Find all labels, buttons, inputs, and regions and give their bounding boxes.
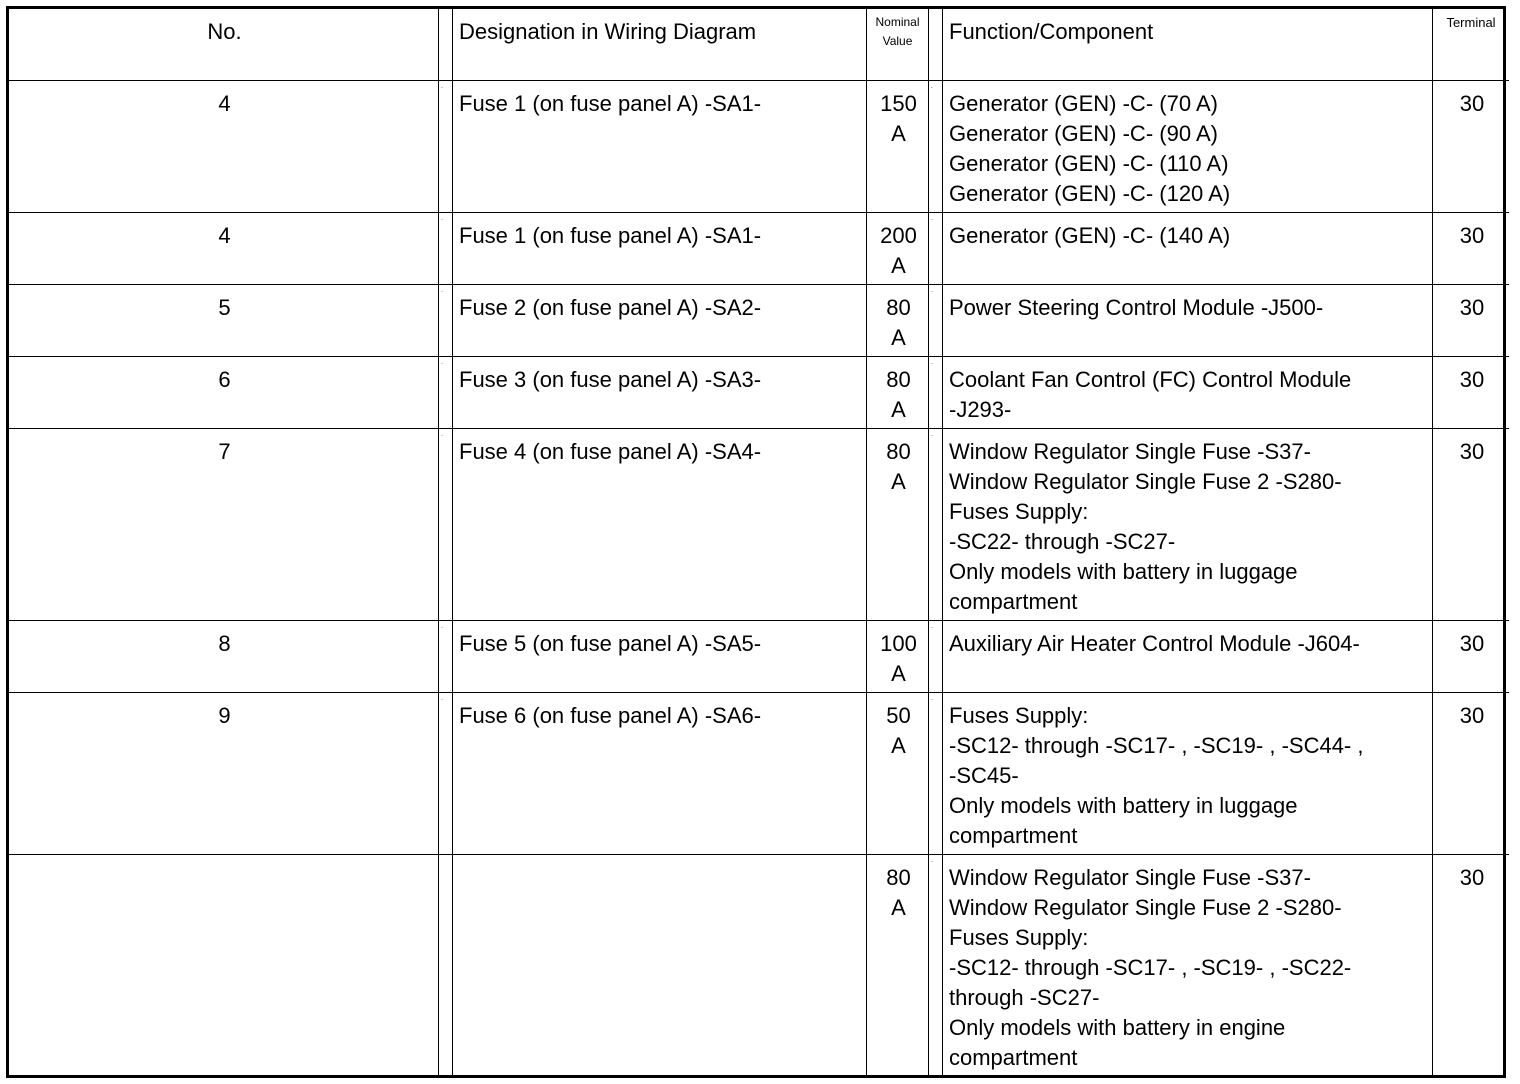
row-function [943, 693, 1433, 855]
row-nominal-value [867, 213, 929, 285]
function-line: Generator (GEN) -C- (70 A) [949, 91, 1218, 116]
row-designation: Fuse 5 (on fuse panel A) -SA5- [453, 621, 867, 693]
tick-mark: ˙ [931, 434, 934, 443]
row-number: 9 [9, 693, 439, 855]
header-designation: Designation in Wiring Diagram [453, 9, 867, 81]
row-terminal: 30 [1433, 213, 1509, 285]
spacer-cell [929, 213, 943, 285]
row-nominal-value [867, 285, 929, 357]
tick-mark: ˙ [441, 218, 444, 227]
spacer-cell [929, 429, 943, 621]
nominal-value-number: 150 [880, 91, 917, 116]
row-designation: Fuse 1 (on fuse panel A) -SA1- [453, 213, 867, 285]
row-nominal-value [867, 855, 929, 1077]
row-terminal: 30 [1459, 865, 1485, 890]
tick-mark: ˙ [441, 434, 444, 443]
row-number: 4 [9, 81, 439, 213]
row-function [943, 429, 1433, 621]
spacer-cell [439, 9, 453, 81]
nominal-value-unit: A [891, 397, 906, 422]
nominal-value-number: 80 [886, 439, 911, 464]
spacer-cell [439, 357, 453, 429]
nominal-value-number: 100 [880, 631, 917, 656]
header-nominal-value [867, 9, 929, 81]
function-line: Window Regulator Single Fuse 2 -S280- [949, 895, 1342, 920]
row-function [943, 357, 1433, 429]
tick-mark: ˙ [931, 626, 934, 635]
function-line: Generator (GEN) -C- (110 A) [949, 151, 1229, 176]
nominal-value-unit: A [891, 325, 906, 350]
row-nominal-value [867, 429, 929, 621]
row-designation [453, 855, 867, 1077]
nominal-value-unit: A [891, 733, 906, 758]
row-designation: Fuse 3 (on fuse panel A) -SA3- [453, 357, 867, 429]
spacer-cell [929, 855, 943, 1077]
row-terminal: 30 [1433, 81, 1509, 213]
tick-mark: ˙ [441, 362, 444, 371]
function-line: -J293- [949, 397, 1012, 422]
function-line: -SC12- through -SC17- , -SC19- , -SC22- [949, 955, 1352, 980]
tick-mark: ˙ [931, 698, 934, 707]
header-function: Function/Component [943, 9, 1433, 81]
row-terminal: 30 [1433, 429, 1509, 621]
spacer-cell [439, 693, 453, 855]
tick-mark: ˙ [441, 698, 444, 707]
spacer-cell [929, 693, 943, 855]
header-nominal-line2: Value [882, 34, 913, 48]
function-line: Only models with battery in engine [949, 1015, 1286, 1040]
header-no: No. [9, 9, 439, 81]
function-line: Only models with battery in luggage [949, 559, 1298, 584]
row-number: 4 [9, 213, 439, 285]
row-terminal: 30 [1433, 285, 1509, 357]
row-number: 6 [9, 357, 439, 429]
tick-mark: ˙ [931, 362, 934, 371]
function-line: Coolant Fan Control (FC) Control Module [949, 367, 1352, 392]
function-line: Fuses Supply: [949, 499, 1089, 524]
function-line: -SC22- through -SC27- [949, 529, 1176, 554]
function-line: Fuses Supply: [949, 703, 1089, 728]
tick-mark: ˙ [931, 860, 934, 869]
nominal-value-number: 50 [886, 703, 911, 728]
spacer-cell [929, 285, 943, 357]
tick-mark: ˙ [441, 290, 444, 299]
spacer-cell [929, 357, 943, 429]
row-nominal-value [867, 81, 929, 213]
spacer-cell [439, 621, 453, 693]
function-line: compartment [949, 823, 1078, 848]
row-function [943, 855, 1433, 1077]
function-line: Window Regulator Single Fuse 2 -S280- [949, 469, 1342, 494]
row-terminal: 30 [1433, 621, 1509, 693]
nominal-value-number: 80 [886, 865, 911, 890]
row-number: 5 [9, 285, 439, 357]
row-nominal-value [867, 693, 929, 855]
spacer-cell [929, 81, 943, 213]
function-line: -SC12- through -SC17- , -SC19- , -SC44- , [949, 733, 1364, 758]
row-function [943, 213, 1433, 285]
function-line: Auxiliary Air Heater Control Module -J604- [949, 631, 1360, 656]
function-line: Power Steering Control Module -J500- [949, 295, 1324, 320]
row-number: 7 [9, 429, 439, 621]
spacer-cell [439, 213, 453, 285]
nominal-value-unit: A [891, 121, 906, 146]
function-line: Generator (GEN) -C- (90 A) [949, 121, 1218, 146]
spacer-cell [439, 429, 453, 621]
tick-mark: ˙ [931, 86, 934, 95]
spacer-cell [439, 285, 453, 357]
row-function [943, 285, 1433, 357]
row-designation: Fuse 2 (on fuse panel A) -SA2- [453, 285, 867, 357]
nominal-value-number: 80 [886, 295, 911, 320]
row-terminal: 30 [1433, 357, 1509, 429]
spacer-cell [929, 9, 943, 81]
row-terminal: 30 [1433, 693, 1509, 855]
function-line: Window Regulator Single Fuse -S37- [949, 865, 1311, 890]
function-line: Generator (GEN) -C- (140 A) [949, 223, 1231, 248]
header-nominal-line1: Nominal [875, 15, 920, 29]
nominal-value-number: 200 [880, 223, 917, 248]
tick-mark: ˙ [931, 218, 934, 227]
row-designation: Fuse 6 (on fuse panel A) -SA6- [453, 693, 867, 855]
spacer-cell [439, 81, 453, 213]
tick-mark: ˙ [441, 86, 444, 95]
function-line: Fuses Supply: [949, 925, 1089, 950]
function-line: through -SC27- [949, 985, 1100, 1010]
row-designation: Fuse 1 (on fuse panel A) -SA1- [453, 81, 867, 213]
row-number [9, 855, 439, 1077]
function-line: compartment [949, 589, 1078, 614]
function-line: Window Regulator Single Fuse -S37- [949, 439, 1311, 464]
nominal-value-unit: A [891, 469, 906, 494]
tick-mark: ˙ [931, 290, 934, 299]
tick-mark: ˙ [441, 626, 444, 635]
fuse-table [6, 6, 1506, 1078]
row-function [943, 621, 1433, 693]
spacer-cell [929, 621, 943, 693]
function-line: Only models with battery in luggage [949, 793, 1298, 818]
header-terminal: Terminal [1433, 9, 1509, 81]
nominal-value-unit: A [891, 895, 906, 920]
row-nominal-value [867, 621, 929, 693]
function-line: compartment [949, 1045, 1078, 1070]
row-function [943, 81, 1433, 213]
nominal-value-unit: A [891, 661, 906, 686]
row-number: 8 [9, 621, 439, 693]
function-line: -SC45- [949, 763, 1019, 788]
nominal-value-number: 80 [886, 367, 911, 392]
nominal-value-unit: A [891, 253, 906, 278]
function-line: Generator (GEN) -C- (120 A) [949, 181, 1231, 206]
row-nominal-value [867, 357, 929, 429]
row-designation: Fuse 4 (on fuse panel A) -SA4- [453, 429, 867, 621]
spacer-cell [439, 855, 453, 1077]
